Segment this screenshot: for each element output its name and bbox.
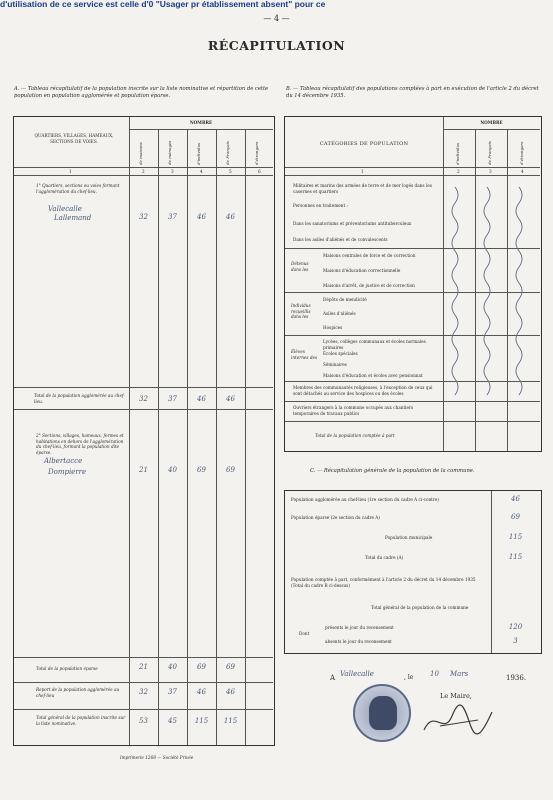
epars-total-value: 69	[226, 663, 235, 671]
col-number: 6	[258, 169, 261, 174]
grand-total-value: 115	[194, 717, 209, 725]
nombre-label: NOMBRE	[480, 120, 503, 125]
col-header-menages: de ménages	[167, 140, 172, 165]
category-row: Lycées, collèges communaux et écoles normales primaires	[323, 339, 426, 350]
col-number: 2	[457, 169, 460, 174]
group1-value: 46	[197, 213, 206, 221]
date-month: Mars	[450, 670, 469, 678]
col-header-francais: de Français	[225, 141, 230, 165]
table-b	[284, 116, 542, 452]
place: Vallecalle	[340, 670, 374, 678]
grand-total-value: 53	[139, 717, 148, 725]
date-prefix: , le	[404, 674, 414, 681]
col-number: 2	[142, 169, 145, 174]
table-c	[284, 490, 542, 654]
category-row: Membres des communautés religieuses, à l'exception de ceux qui sont détachés au service des hospices ou des écoles	[293, 385, 433, 396]
grand-total-value: 45	[168, 717, 177, 725]
col-header-individus: d'individus	[196, 142, 201, 165]
category-row: Dans les sanatoriums et préventoriums antituberculeux	[293, 221, 412, 226]
mayor-label: Le Maire,	[440, 692, 472, 700]
group1-total-value: 46	[197, 395, 206, 403]
present-value: 120	[508, 623, 523, 631]
group1-total-value: 32	[139, 395, 148, 403]
absent-label: absents le jour du recensement	[325, 639, 392, 644]
group2-value: 69	[197, 466, 206, 474]
group1-total-value: 37	[168, 395, 177, 403]
summary-value: 115	[508, 533, 523, 541]
report-value: 46	[226, 688, 235, 696]
epars-total-value: 40	[168, 663, 177, 671]
col-header-maisons: de maisons	[138, 142, 143, 165]
top-strip: d'utilisation de ce service est celle d'0 "Usager pr établissement absent" pour ce	[0, 0, 326, 9]
blank-marks	[443, 177, 540, 422]
grand-total-value: 115	[223, 717, 238, 725]
group2-entry: Albertacce	[44, 457, 83, 465]
group1-label: 1° Quartiers, sections ou voies formant l'agglomération du chef-lieu.	[36, 183, 120, 194]
category-row: Maisons centrales de force et de correction	[323, 253, 416, 258]
group2-entry: Dompierre	[48, 468, 87, 476]
col-number: 1	[361, 169, 364, 174]
printer-footer: Imprimerie 1268 — Société Privée	[120, 755, 194, 760]
page-number: — 4 —	[263, 14, 290, 23]
summary-label: Population agglomérée au chef-lieu (1re section du cadre A ci-contre)	[291, 497, 439, 502]
group2-label: 2° Sections, villages, hameaux, fermes et habitations en dehors de l'agglomération du chef-lieu, formant la population dite éparse.	[36, 433, 124, 455]
col-header-individus: d'individus	[455, 142, 460, 165]
group1-entry: Lallemand	[54, 214, 92, 222]
col-number: 3	[489, 169, 492, 174]
section-c-heading: C. — Récapitulation générale de la population de la commune.	[310, 468, 475, 474]
summary-value: 115	[508, 553, 523, 561]
col-number: 4	[200, 169, 203, 174]
summary-label: Population éparse (2e section du cadre A)	[291, 515, 380, 520]
date-day: 10	[430, 670, 439, 678]
summary-label: Population municipale	[385, 535, 433, 540]
group1-total-value: 46	[226, 395, 235, 403]
summary-value: 46	[511, 495, 520, 503]
category-row: Personnes en traitement :	[293, 203, 348, 208]
group1-entry: Vallecalle	[48, 205, 82, 213]
group1-value: 46	[226, 213, 235, 221]
col-header-etrangers: d'étrangers	[254, 141, 259, 165]
category-row: Hospices	[323, 325, 343, 330]
side-label: Élèves internes des	[291, 349, 318, 360]
category-row: Asiles d'aliénés	[323, 311, 356, 316]
category-row: Militaires et marins des armées de terre et de mer logés dans les casernes et quartiers	[293, 183, 432, 194]
section-b-heading: B. — Tableau récapitulatif des populations comptées à part en exécution de l'article 2 du décret du 14 décembre 1935.	[286, 86, 539, 99]
report-value: 37	[168, 688, 177, 696]
grand-total-label: Total général de la population inscrite sur la liste nominative.	[36, 715, 126, 726]
report-value: 32	[139, 688, 148, 696]
report-label: Report de la population agglomérée au chef-lieu	[36, 687, 120, 698]
category-row: Maisons d'arrêt, de justice et de correction	[323, 283, 415, 288]
col-number: 5	[229, 169, 232, 174]
col-number: 1	[69, 169, 72, 174]
col-header-francais: de Français	[487, 141, 492, 165]
category-row: Écoles spéciales	[323, 351, 358, 356]
summary-label: Total du cadre (A)	[365, 555, 404, 560]
group1-total-label: Total de la population agglomérée au chef-lieu.	[34, 393, 125, 404]
category-row: Dépôts de mendicité	[323, 297, 367, 302]
category-row: Ouvriers étrangers à la commune occupés aux chantiers temporaires de travaux publics	[293, 405, 414, 416]
group1-value: 32	[139, 213, 148, 221]
table-a	[13, 116, 275, 746]
report-value: 46	[197, 688, 206, 696]
group2-value: 21	[139, 466, 148, 474]
page-title: RÉCAPITULATION	[207, 38, 346, 53]
category-row: Séminaires	[323, 362, 347, 367]
group2-value: 69	[226, 466, 235, 474]
col-number: 3	[171, 169, 174, 174]
group1-value: 37	[168, 213, 177, 221]
mayor-signature	[420, 700, 500, 740]
summary-value: 69	[511, 513, 520, 521]
present-label: présents le jour du recensement	[325, 625, 394, 630]
col-header-etrangers: d'étrangers	[519, 141, 524, 165]
col-header-label: QUARTIERS, VILLAGES, HAMEAUX, SECTIONS DE VOIES.	[34, 133, 114, 144]
mairie-seal	[353, 684, 411, 742]
category-row: Dans les asiles d'aliénés et de convalescents	[293, 237, 388, 242]
epars-total-value: 69	[197, 663, 206, 671]
date-year: 1936.	[506, 674, 527, 682]
place-prefix: A	[330, 674, 336, 682]
col-number: 4	[521, 169, 524, 174]
category-row: Maisons d'éducation et écoles avec pensionnat	[323, 373, 423, 378]
group2-value: 40	[168, 466, 177, 474]
categories-label: CATÉGORIES DE POPULATION	[319, 141, 409, 147]
summary-label: Total général de la population de la commune	[371, 605, 469, 610]
section-a-heading: A. — Tableau récapitulatif de la population inscrite sur la liste nominative et répartition de cette population en population agglomérée et population éparse.	[14, 86, 269, 99]
absent-value: 3	[513, 637, 518, 645]
category-row: Maisons d'éducation correctionnelle	[323, 268, 401, 273]
epars-total-label: Total de la population éparse	[36, 666, 98, 671]
side-label: Détenus dans les	[291, 261, 309, 272]
epars-total-value: 21	[139, 663, 148, 671]
dont-label: Dont	[299, 631, 310, 636]
b-total-label: Total de la population comptée à part	[315, 433, 395, 438]
nombre-label: NOMBRE	[189, 120, 213, 125]
summary-label: Population comptée à part, conformément à l'article 2 du décret du 14 décembre 1935 (Total du cadre B ci-dessus)	[291, 577, 476, 588]
side-label: Individus recueillis dans les	[291, 303, 311, 319]
